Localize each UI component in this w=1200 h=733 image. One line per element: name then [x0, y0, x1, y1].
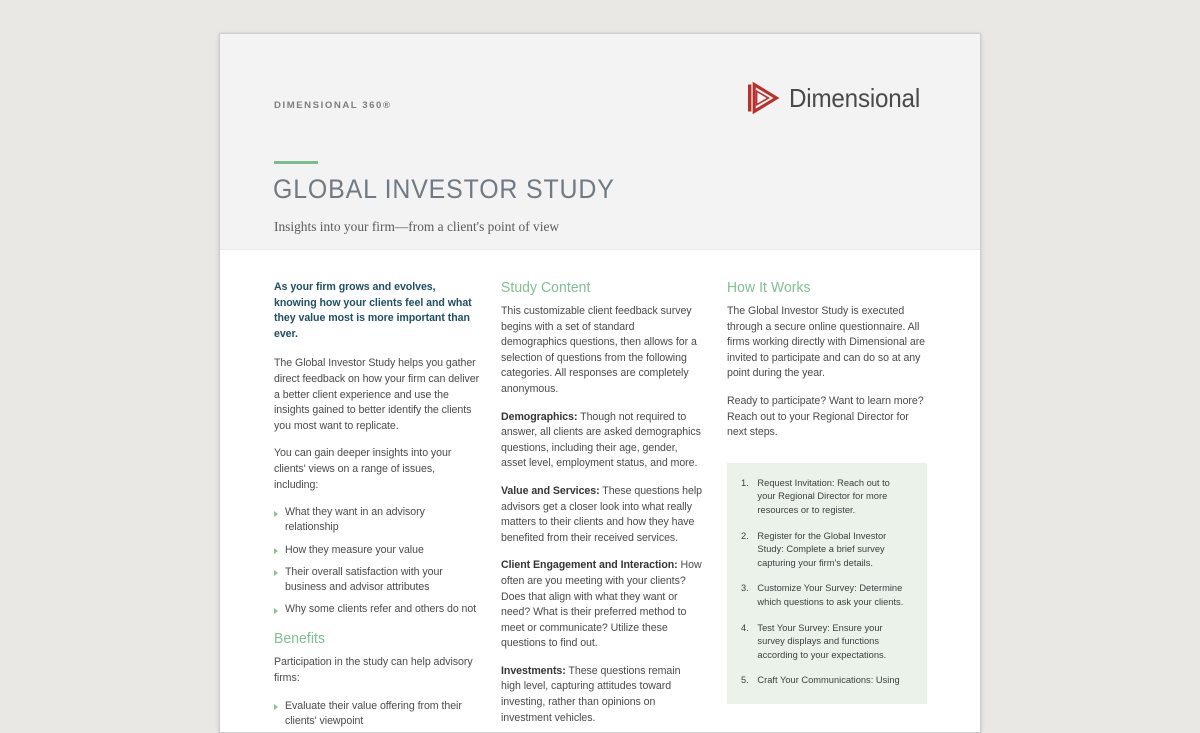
intro-lead: As your firm grows and evolves, knowing how your clients feel and what they value most is more important than ever. [274, 281, 472, 340]
how-it-works-paragraph-1: The Global Investor Study is executed through a secure online questionnaire. All firms working directly with Dimensional are invited to participate and can do so at any point during the year. [727, 305, 926, 380]
list-item [274, 543, 481, 558]
category-label: Client Engagement and Interaction: [501, 559, 678, 572]
list-item [274, 505, 481, 535]
list-item: Request Invitation: Reach out to your Regional Director for more resources or to register. [757, 477, 890, 516]
bullet-triangle-icon [274, 704, 278, 710]
list-item: Craft Your Communications: Using [757, 675, 900, 687]
dimensional-play-triangle-icon [746, 81, 780, 115]
category-demographics [501, 410, 703, 472]
category-investments [501, 664, 703, 726]
steps-list [739, 477, 911, 688]
category-label: Demographics: [501, 410, 578, 423]
intro-paragraph-2: You can gain deeper insights into your clients' views on a range of issues, including: [274, 447, 452, 491]
column-overview [274, 280, 481, 733]
column-study-content [501, 280, 703, 733]
page-title: GLOBAL INVESTOR STUDY [273, 174, 615, 204]
benefits-heading: Benefits [274, 631, 326, 648]
benefits-bullet-list [274, 699, 481, 729]
bullet-triangle-icon [274, 570, 278, 576]
list-item [274, 565, 481, 595]
list-item-label: Evaluate their value offering from their clients' viewpoint [285, 699, 462, 727]
category-client-engagement [501, 558, 703, 652]
how-it-works-heading: How It Works [727, 280, 811, 296]
list-item-label: What they want in an advisory relationship [285, 506, 425, 534]
list-item: Register for the Global Investor Study: Complete a brief survey capturing your firm's details. [757, 530, 887, 569]
steps-callout-box [727, 463, 927, 704]
bullet-triangle-icon [274, 608, 278, 614]
bullet-triangle-icon [274, 548, 278, 554]
insight-bullet-list [274, 505, 481, 617]
category-label: Investments: [501, 664, 566, 677]
document-page [219, 33, 981, 733]
page-subtitle: Insights into your firm—from a client's point of view [274, 219, 560, 234]
brand-eyebrow: DIMENSIONAL 360® [274, 100, 392, 111]
list-item-label: Why some clients refer and others do not [285, 603, 477, 616]
category-text: These questions help advisors get a closer look into what really matters to their clients and how they have benefited from their received services. [501, 484, 702, 544]
intro-paragraph-1: The Global Investor Study helps you gather direct feedback on how your firm can deliver a better client experience and use the insights gained to better identify the clients you most want to replicate. [274, 357, 480, 432]
list-item: Test Your Survey: Ensure your survey displays and functions according to your expectations. [757, 622, 887, 661]
category-text: Though not required to answer, all clients are asked demographics questions, including their age, gender, asset level, employment status, and more. [501, 410, 701, 470]
dimensional-logo [746, 81, 930, 115]
category-text: How often are you meeting with your clients? Does that align with what they want or need? What is their preferred method to meet or communicate? Utilize these questions to find out. [501, 559, 702, 650]
logo-wordmark: Dimensional [789, 82, 921, 113]
list-item: Customize Your Survey: Determine which questions to ask your clients. [757, 583, 904, 608]
list-item [274, 602, 481, 617]
benefits-intro: Participation in the study can help advisory firms: [274, 656, 473, 684]
accent-rule [274, 161, 318, 164]
study-content-heading: Study Content [501, 280, 591, 296]
category-value-and-services [501, 484, 703, 546]
how-it-works-paragraph-2: Ready to participate? Want to learn more? Reach out to your Regional Director for next steps. [727, 394, 924, 439]
list-item [274, 699, 481, 729]
study-content-intro: This customizable client feedback survey begins with a set of standard demographics questions, then allows for a selection of questions from the following categories. All responses are completely anonymous. [501, 305, 697, 395]
list-item-label: How they measure your value [285, 543, 424, 556]
bullet-triangle-icon [274, 511, 278, 517]
column-how-it-works [727, 280, 927, 704]
category-label: Value and Services: [501, 484, 600, 497]
content-columns [220, 250, 980, 733]
document-header [220, 34, 980, 250]
category-text: These questions remain high level, capturing attitudes toward investing, rather than opinions on investment vehicles. [501, 664, 681, 724]
list-item-label: Their overall satisfaction with your business and advisor attributes [285, 565, 443, 593]
